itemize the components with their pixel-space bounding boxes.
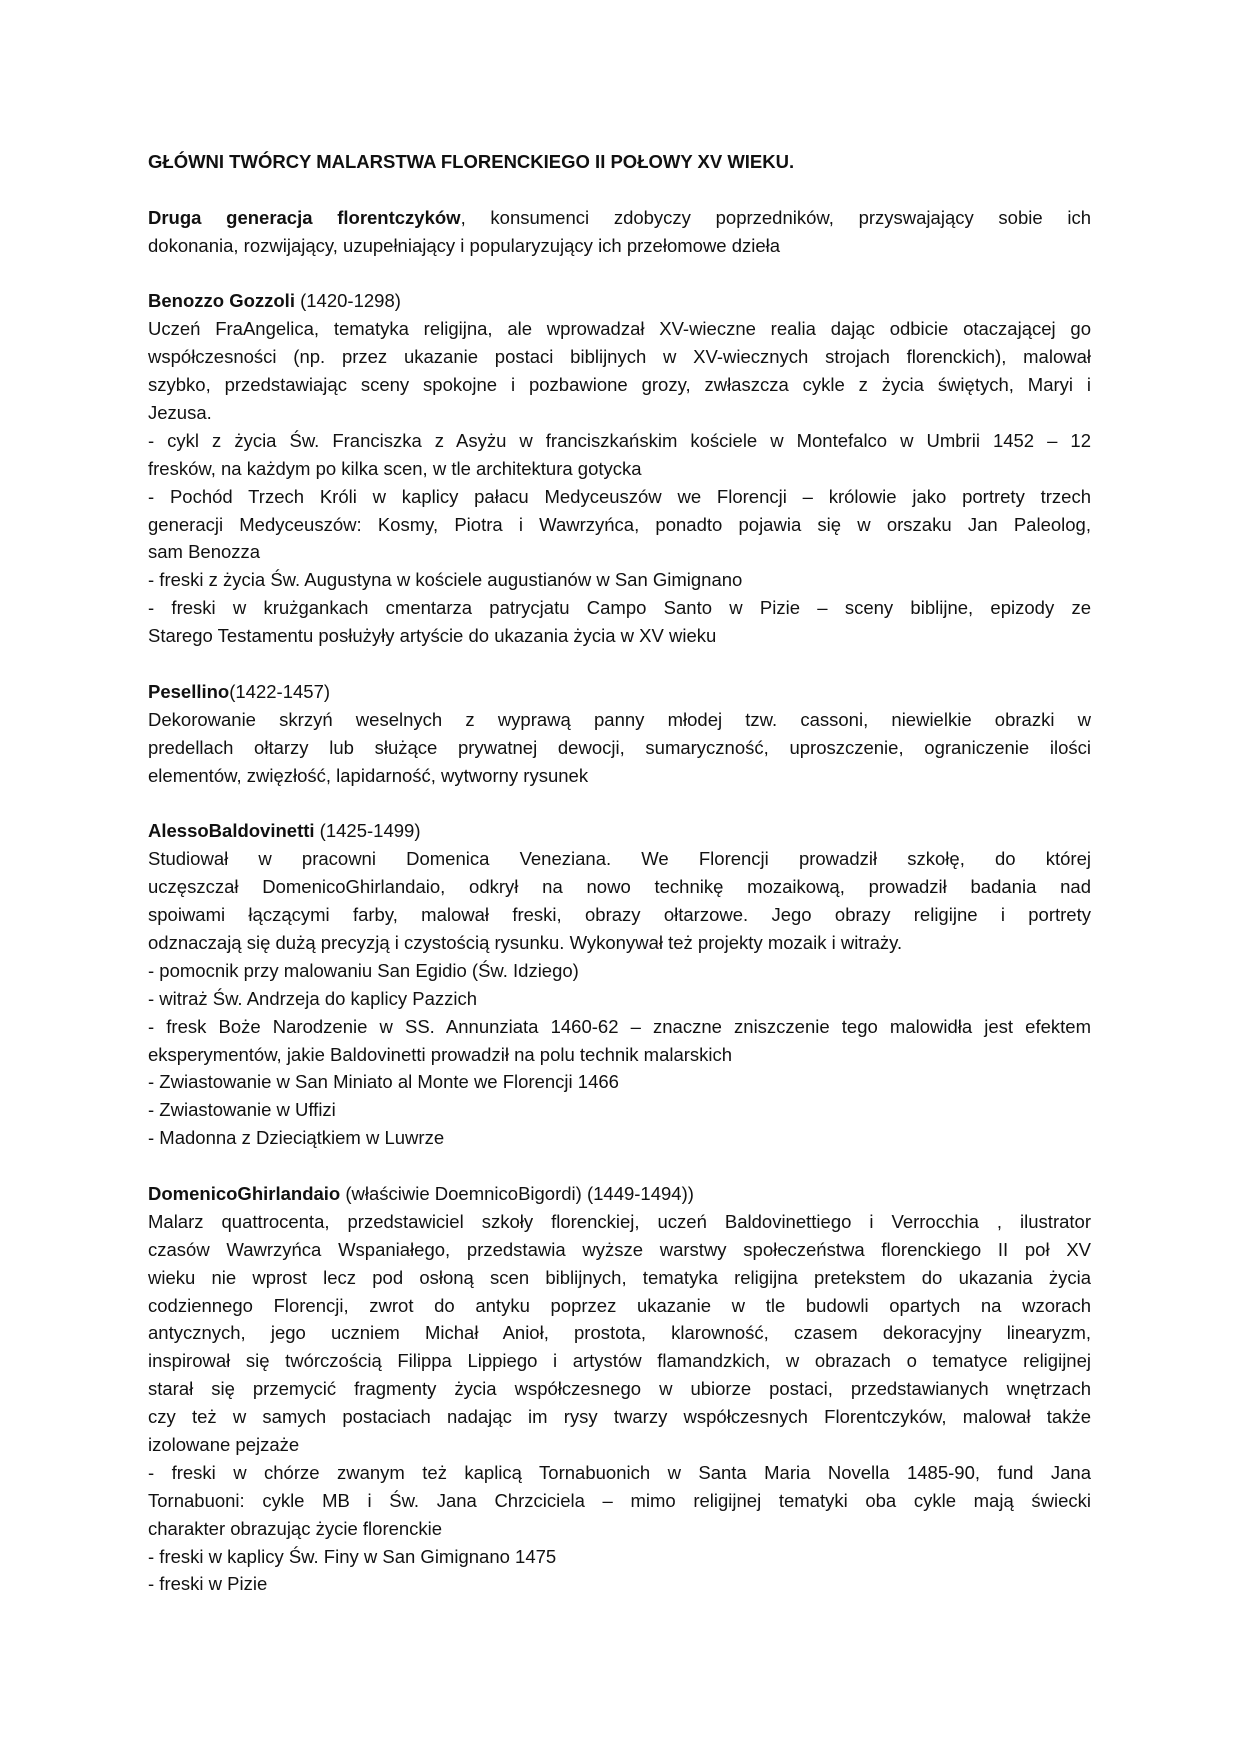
paragraph xyxy=(148,706,1091,790)
line-text: - freski w Pizie xyxy=(148,1573,268,1595)
section-heading xyxy=(148,1180,1091,1208)
text-line xyxy=(148,706,1091,734)
text-line xyxy=(148,1515,1091,1543)
line-text: Starego Testamentu posłużyły artyście do ukazania życia w XV wieku xyxy=(148,625,717,647)
line-text: starał się przemycić fragmenty życia współczesnego w ubiorze postaci, przedstawianych wnętrzach xyxy=(148,1378,1091,1400)
line-text: codziennego Florencji, zwrot do antyku poprzez ukazanie w tle budowli opartych na wzorach xyxy=(148,1294,1091,1316)
text-line xyxy=(148,1487,1091,1515)
line-text: czasów Wawrzyńca Wspaniałego, przedstawia wyższe warstwy społeczeństwa florenckiego II poł XV xyxy=(148,1238,1091,1260)
text-line xyxy=(148,734,1091,762)
paragraph xyxy=(148,566,1091,594)
paragraph xyxy=(148,1124,1091,1152)
text-line xyxy=(148,1570,1091,1598)
line-text: Malarz quattrocenta, przedstawiciel szkoły florenckiej, uczeń Baldovinettiego i Verrocchia , ilustrator xyxy=(148,1210,1091,1232)
bold-term: AlessoBaldovinetti xyxy=(148,820,315,842)
text-line xyxy=(148,1180,1091,1208)
bold-term: Druga generacja florentczyków xyxy=(148,206,461,228)
line-text: - Pochód Trzech Króli w kaplicy pałacu Medyceuszów we Florencji – królowie jako portrety trzech xyxy=(148,485,1091,507)
text-line xyxy=(148,845,1091,873)
line-text: wieku nie wprost lecz pod osłoną scen biblijnych, tematyka religijna pretekstem do ukazania życia xyxy=(148,1266,1091,1288)
line-text: Tornabuoni: cykle MB i Św. Jana Chrzciciela – mimo religijnej tematyki oba cykle mają świecki xyxy=(148,1489,1091,1511)
line-text: - Zwiastowanie w Uffizi xyxy=(148,1099,336,1121)
paragraph xyxy=(148,1013,1091,1069)
section-heading xyxy=(148,287,1091,315)
line-text: sam Benozza xyxy=(148,541,261,563)
document-section xyxy=(148,817,1091,1152)
paragraph xyxy=(148,427,1091,483)
bold-term: DomenicoGhirlandaio xyxy=(148,1182,341,1204)
paragraph xyxy=(148,985,1091,1013)
line-text: - fresk Boże Narodzenie w SS. Annunziata 1460-62 – znaczne zniszczenie tego malowidła jest efektem xyxy=(148,1015,1091,1037)
line-text: antycznych, jego uczniem Michał Anioł, prostota, klarowność, czasem dekoracyjny linearyzm, xyxy=(148,1322,1091,1344)
text-line xyxy=(148,204,1091,232)
text-line xyxy=(148,1124,1091,1152)
bold-term: Benozzo Gozzoli xyxy=(148,290,295,312)
line-text: , konsumenci zdobyczy poprzedników, przyswajający sobie ich xyxy=(460,206,1091,228)
line-text: Uczeń FraAngelica, tematyka religijna, ale wprowadzał XV-wieczne realia dając odbicie otaczającej go xyxy=(148,318,1091,340)
paragraph xyxy=(148,1096,1091,1124)
text-line xyxy=(148,1375,1091,1403)
text-line xyxy=(148,762,1091,790)
text-line xyxy=(148,594,1091,622)
line-text: spoiwami łączącymi farby, malował freski, obrazy ołtarzowe. Jego obrazy religijne i portrety xyxy=(148,904,1091,926)
text-line xyxy=(148,483,1091,511)
text-line xyxy=(148,1347,1091,1375)
line-text: - Zwiastowanie w San Miniato al Monte we Florencji 1466 xyxy=(148,1071,619,1093)
section-heading xyxy=(148,204,1091,260)
paragraph xyxy=(148,1068,1091,1096)
document-section xyxy=(148,678,1091,790)
line-text: Studiował w pracowni Domenica Veneziana. We Florencji prowadził szkołę, do której xyxy=(148,848,1091,870)
line-text: - pomocnik przy malowaniu San Egidio (Św. Idziego) xyxy=(148,959,579,981)
line-text: - witraż Św. Andrzeja do kaplicy Pazzich xyxy=(148,987,478,1009)
document-section xyxy=(148,287,1091,650)
text-line xyxy=(148,1068,1091,1096)
paragraph xyxy=(148,483,1091,567)
document-page xyxy=(148,148,1091,1598)
line-text: - cykl z życia Św. Franciszka z Asyżu w franciszkańskim kościele w Montefalco w Umbrii 1452 – 12 xyxy=(148,429,1091,451)
document-section xyxy=(148,1180,1091,1598)
line-text: (właściwie DoemnicoBigordi) (1449-1494)) xyxy=(340,1182,694,1204)
line-text: Dekorowanie skrzyń weselnych z wyprawą panny młodej tzw. cassoni, niewielkie obrazki w xyxy=(148,708,1091,730)
document-section xyxy=(148,204,1091,260)
line-text: - freski w krużgankach cmentarza patrycjatu Campo Santo w Pizie – sceny biblijne, epizody ze xyxy=(148,597,1091,619)
text-line xyxy=(148,957,1091,985)
line-text: elementów, zwięzłość, lapidarność, wytworny rysunek xyxy=(148,764,589,786)
text-line xyxy=(148,1264,1091,1292)
document-body xyxy=(148,204,1091,1599)
text-line xyxy=(148,343,1091,371)
line-text: (1420-1298) xyxy=(294,290,401,312)
paragraph xyxy=(148,957,1091,985)
text-line xyxy=(148,427,1091,455)
document-title: GŁÓWNI TWÓRCY MALARSTWA FLORENCKIEGO II POŁOWY XV WIEKU. xyxy=(148,151,795,172)
text-line xyxy=(148,1013,1091,1041)
text-line xyxy=(148,1319,1091,1347)
paragraph xyxy=(148,315,1091,427)
text-line xyxy=(148,873,1091,901)
text-line xyxy=(148,1096,1091,1124)
section-heading xyxy=(148,817,1091,845)
text-line xyxy=(148,1403,1091,1431)
text-line xyxy=(148,1459,1091,1487)
paragraph xyxy=(148,845,1091,957)
line-text: - Madonna z Dzieciątkiem w Luwrze xyxy=(148,1127,445,1149)
text-line xyxy=(148,232,1091,260)
bold-term: Pesellino xyxy=(148,680,230,702)
text-line xyxy=(148,399,1091,427)
section-heading xyxy=(148,678,1091,706)
line-text: - freski w chórze zwanym też kaplicą Tornabuonich w Santa Maria Novella 1485-90, fund Jana xyxy=(148,1461,1091,1483)
text-line xyxy=(148,1041,1091,1069)
text-line xyxy=(148,1236,1091,1264)
line-text: szybko, przedstawiając sceny spokojne i pozbawione grozy, zwłaszcza cykle z życia świętych, Maryi i xyxy=(148,374,1091,396)
line-text: - freski z życia Św. Augustyna w kościele augustianów w San Gimignano xyxy=(148,569,743,591)
line-text: (1425-1499) xyxy=(314,820,421,842)
line-text: uczęszczał DomenicoGhirlandaio, odkrył na nowo technikę mozaikową, prowadził badania nad xyxy=(148,876,1091,898)
line-text: - freski w kaplicy Św. Finy w San Gimignano 1475 xyxy=(148,1545,557,1567)
paragraph xyxy=(148,1208,1091,1459)
line-text: izolowane pejzaże xyxy=(148,1433,300,1455)
paragraph xyxy=(148,1543,1091,1571)
text-line xyxy=(148,929,1091,957)
text-line xyxy=(148,1208,1091,1236)
text-line xyxy=(148,371,1091,399)
text-line xyxy=(148,1292,1091,1320)
paragraph xyxy=(148,1459,1091,1543)
text-line xyxy=(148,817,1091,845)
paragraph xyxy=(148,594,1091,650)
line-text: współczesności (np. przez ukazanie postaci biblijnych w XV-wiecznych strojach florenckich), malował xyxy=(148,346,1091,368)
text-line xyxy=(148,678,1091,706)
line-text: fresków, na każdym po kilka scen, w tle architektura gotycka xyxy=(148,457,642,479)
line-text: odznaczają się dużą precyzją i czystością rysunku. Wykonywał też projekty mozaik i witraży. xyxy=(148,931,903,953)
line-text: (1422-1457) xyxy=(229,680,331,702)
text-line xyxy=(148,455,1091,483)
text-line xyxy=(148,622,1091,650)
line-text: Jezusa. xyxy=(148,402,212,424)
line-text: charakter obrazując życie florenckie xyxy=(148,1517,443,1539)
line-text: predellach ołtarzy lub służące prywatnej dewocji, sumaryczność, uproszczenie, ograniczenie ilości xyxy=(148,736,1091,758)
text-line xyxy=(148,538,1091,566)
line-text: generacji Medyceuszów: Kosmy, Piotra i Wawrzyńca, ponadto pojawia się w orszaku Jan Paleolog, xyxy=(148,513,1091,535)
text-line xyxy=(148,287,1091,315)
text-line xyxy=(148,985,1091,1013)
text-line xyxy=(148,901,1091,929)
text-line xyxy=(148,1543,1091,1571)
paragraph xyxy=(148,1570,1091,1598)
line-text: czy też w samych postaciach nadając im rysy twarzy współczesnych Florentczyków, malował także xyxy=(148,1406,1091,1428)
text-line xyxy=(148,566,1091,594)
line-text: inspirował się twórczością Filippa Lippiego i artystów flamandzkich, w obrazach o tematyce religijnej xyxy=(148,1350,1091,1372)
text-line xyxy=(148,315,1091,343)
line-text: eksperymentów, jakie Baldovinetti prowadził na polu technik malarskich xyxy=(148,1043,733,1065)
text-line xyxy=(148,1431,1091,1459)
text-line xyxy=(148,511,1091,539)
line-text: dokonania, rozwijający, uzupełniający i popularyzujący ich przełomowe dzieła xyxy=(148,234,781,256)
